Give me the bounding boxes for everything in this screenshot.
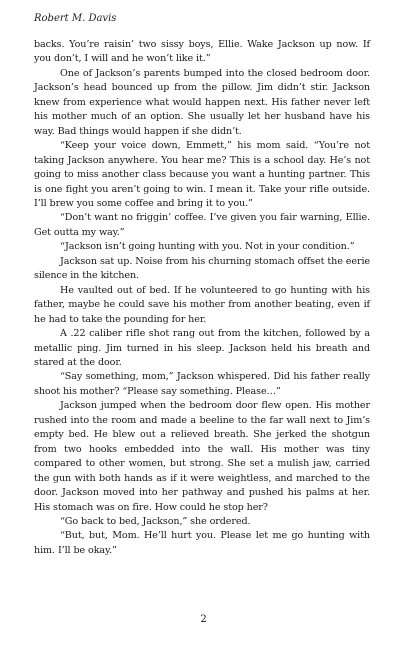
paragraph: “Don’t want no friggin’ coffee. I’ve given you fair warning, Ellie. Get outta my way.”	[34, 212, 370, 238]
paragraph: Jackson jumped when the bedroom door flew open. His mother rushed into the room and made a beeline to the far wall next to Jim’s empty bed. He blew out a relieved breath. She jerked the shotgun from two hooks embedded into the wall. His mother was tiny compared to other women, but strong. She set a mulish jaw, carried the gun with both hands as if it were weightless, and marched to the door. Jackson moved into her pathway and pushed his palms at her. His stomach was on fire. How could he stop her?	[34, 400, 370, 513]
page-number: 2	[200, 614, 207, 625]
paragraph: “Go back to bed, Jackson,” she ordered.	[60, 515, 251, 527]
paragraph: “Jackson isn’t going hunting with you. Not in your condition.”	[60, 241, 355, 253]
running-header-author: Robert M. Davis	[34, 13, 117, 24]
paragraph: “Say something, mom,” Jackson whispered. Did his father really shoot his mother? “Please say something. Please…”	[34, 371, 370, 397]
paragraph: A .22 caliber rifle shot rang out from the kitchen, followed by a metallic ping. Jim turned in his sleep. Jackson held his breath and stared at the door.	[34, 328, 370, 368]
paragraph: backs. You’re raisin’ two sissy boys, Ellie. Wake Jackson up now. If you don’t, I will and he won’t like it.”	[34, 39, 370, 65]
paragraph: He vaulted out of bed. If he volunteered to go hunting with his father, maybe he could save his mother from another beating, even if he had to take the pounding for her.	[34, 284, 370, 325]
paragraph: One of Jackson’s parents bumped into the closed bedroom door. Jackson’s head bounced up from the pillow. Jim didn’t stir. Jackson knew from experience what would happen next. His father never left his mother much of an option. She usually let her husband have his way. Bad things would happen if she didn’t.	[34, 67, 370, 137]
paragraph: Jackson sat up. Noise from his churning stomach offset the eerie silence in the kitchen.	[34, 255, 370, 282]
paragraph: “Keep your voice down, Emmett,” his mom said. “You’re not taking Jackson anywhere. You hear me? This is a school day. He’s not going to miss another class because you want a hunting partner. This is one fight you aren’t going to win. I mean it. Take your rifle outside. I’ll brew you some coffee and bring it to you.”	[34, 140, 370, 209]
page-body	[34, 38, 370, 558]
paragraph: “But, but, Mom. He’ll hurt you. Please let me go hunting with him. I’ll be okay.”	[34, 530, 370, 556]
